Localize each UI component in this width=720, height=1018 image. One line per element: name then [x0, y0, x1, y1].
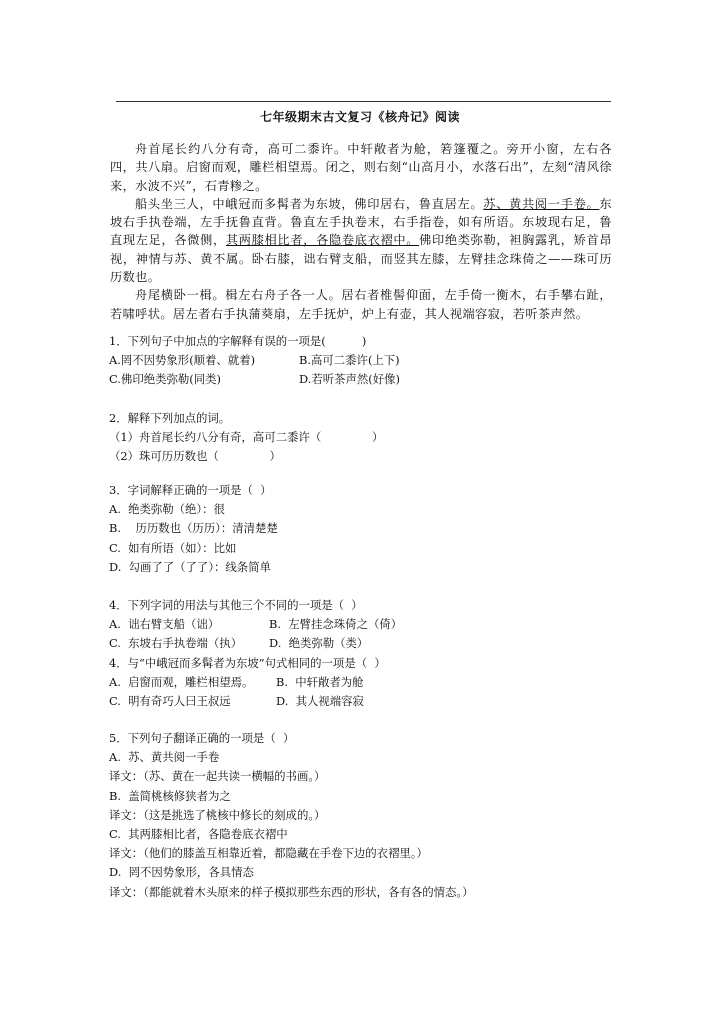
option-d: D. 绝类弥勒（类） — [269, 636, 369, 651]
sub-question-1: （1）舟首尾长约八分有奇，高可二黍许（ ） — [109, 430, 384, 445]
option-d: D.若听茶声然(好像) — [299, 372, 400, 387]
option-row — [109, 692, 614, 711]
question-2 — [109, 409, 614, 467]
option-a: A. 启窗而观，雕栏相望焉。 — [109, 674, 254, 689]
option-b: B. 盖简桃核修狭者为之 — [109, 788, 231, 803]
question-1 — [109, 332, 614, 390]
translation-a: 译文：（苏、黄在一起共读一横幅的书画。） — [109, 769, 326, 784]
option-a: A.罔不因势象形(顺着、就着) — [109, 353, 256, 368]
question-stem: 4．下列字词的用法与其他三个不同的一项是（ ） — [109, 598, 363, 612]
question-stem: 5．下列句子翻译正确的一项是（ ） — [109, 731, 295, 745]
question-stem-2: 4．与“中峨冠而多髯者为东坡”句式相同的一项是（ ） — [109, 655, 386, 670]
option-d: D. 罔不因势象形，各具情态 — [109, 865, 254, 880]
option-c: C. 东坡右手执卷端（执） — [109, 636, 243, 651]
passage — [110, 140, 612, 323]
header-rule — [116, 101, 611, 102]
option-row — [109, 351, 614, 370]
page-title: 七年级期末古文复习《核舟记》阅读 — [259, 110, 460, 124]
option-a: A. 诎右臂支船（诎） — [109, 617, 220, 632]
option-row — [109, 634, 614, 653]
passage-paragraph-2 — [110, 195, 612, 286]
option-c: C. 明有奇巧人曰王叔远 — [109, 693, 231, 708]
translation-b: 译文：（这是挑选了桃核中修长的刻成的。） — [109, 807, 326, 822]
option-b: B.高可二黍许(上下) — [299, 353, 400, 368]
option-row — [109, 673, 614, 692]
option-c: C.佛印绝类弥勒(同类) — [109, 372, 221, 387]
question-stem: 2．解释下列加点的词。 — [109, 411, 231, 425]
option-a: A. 苏、黄共阅一手卷 — [109, 750, 220, 765]
passage-text: 佛印绝类弥勒，袒胸露乳，矫首昂视，神情与苏、黄不属。卧右膝，诎右臂支船，而竖其左膝，左臂挂念珠倚之——珠可历历数也。 — [110, 233, 613, 285]
passage-paragraph-1: 舟首尾长约八分有奇，高可二黍许。中轩敞者为舱，箬篷覆之。旁开小窗，左右各四，共八扇。启窗而观，雕栏相望焉。闭之，则右刻“山高月小，水落石出”，左刻“清风徐来，水波不兴”，石青糁之。 — [110, 142, 612, 193]
option-a: A. 绝类弥勒（绝）：很 — [109, 502, 225, 517]
option-d: D. 勾画了了（了了）：线条简单 — [109, 559, 271, 574]
option-b: B. 中轩敞者为舱 — [276, 674, 364, 689]
translation-d: 译文：（都能就着木头原来的样子模拟那些东西的形状，各有各的情态。） — [109, 884, 474, 899]
option-b: B. 左臂挂念珠倚之（倚） — [269, 617, 403, 632]
question-3 — [109, 481, 614, 577]
question-5 — [109, 729, 614, 902]
option-c: C. 其两膝相比者，各隐卷底衣褶中 — [109, 826, 288, 841]
underlined-sentence: 其两膝相比者，各隐卷底衣褶中。 — [225, 233, 420, 248]
question-4 — [109, 596, 614, 711]
question-stem: 3．字词解释正确的一项是（ ） — [109, 483, 272, 497]
underlined-sentence: 苏、黄共阅一手卷。 — [483, 196, 600, 211]
question-stem: 1．下列句子中加点的字解释有误的一项是( ) — [109, 334, 367, 348]
option-c: C. 如有所语（如）：比如 — [109, 540, 237, 555]
passage-text: 东坡右手执卷端，左手抚鲁直背。鲁直左手执卷末，右手指卷，如有所语。东坡现右足，鲁直现左足，各微侧， — [110, 196, 612, 248]
sub-question-2: （2）珠可历历数也（ ） — [109, 449, 281, 464]
option-b: B. 历历数也（历历）：清清楚楚 — [109, 521, 278, 536]
option-d: D. 其人视端容寂 — [276, 693, 364, 708]
translation-c: 译文：（他们的膝盖互相靠近着，都隐藏在手卷下边的衣褶里。） — [109, 846, 428, 861]
passage-paragraph-3: 舟尾横卧一楫。楫左右舟子各一人。居右者椎髻仰面，左手倚一衡木，右手攀右趾，若啸呼状。居左者右手执蒲葵扇，左手抚炉，炉上有壶，其人视端容寂，若听茶声然。 — [110, 288, 612, 321]
passage-text: 船头坐三人，中峨冠而多髯者为东坡，佛印居右，鲁直居左。 — [135, 196, 484, 211]
option-row — [109, 370, 614, 389]
option-row — [109, 615, 614, 634]
